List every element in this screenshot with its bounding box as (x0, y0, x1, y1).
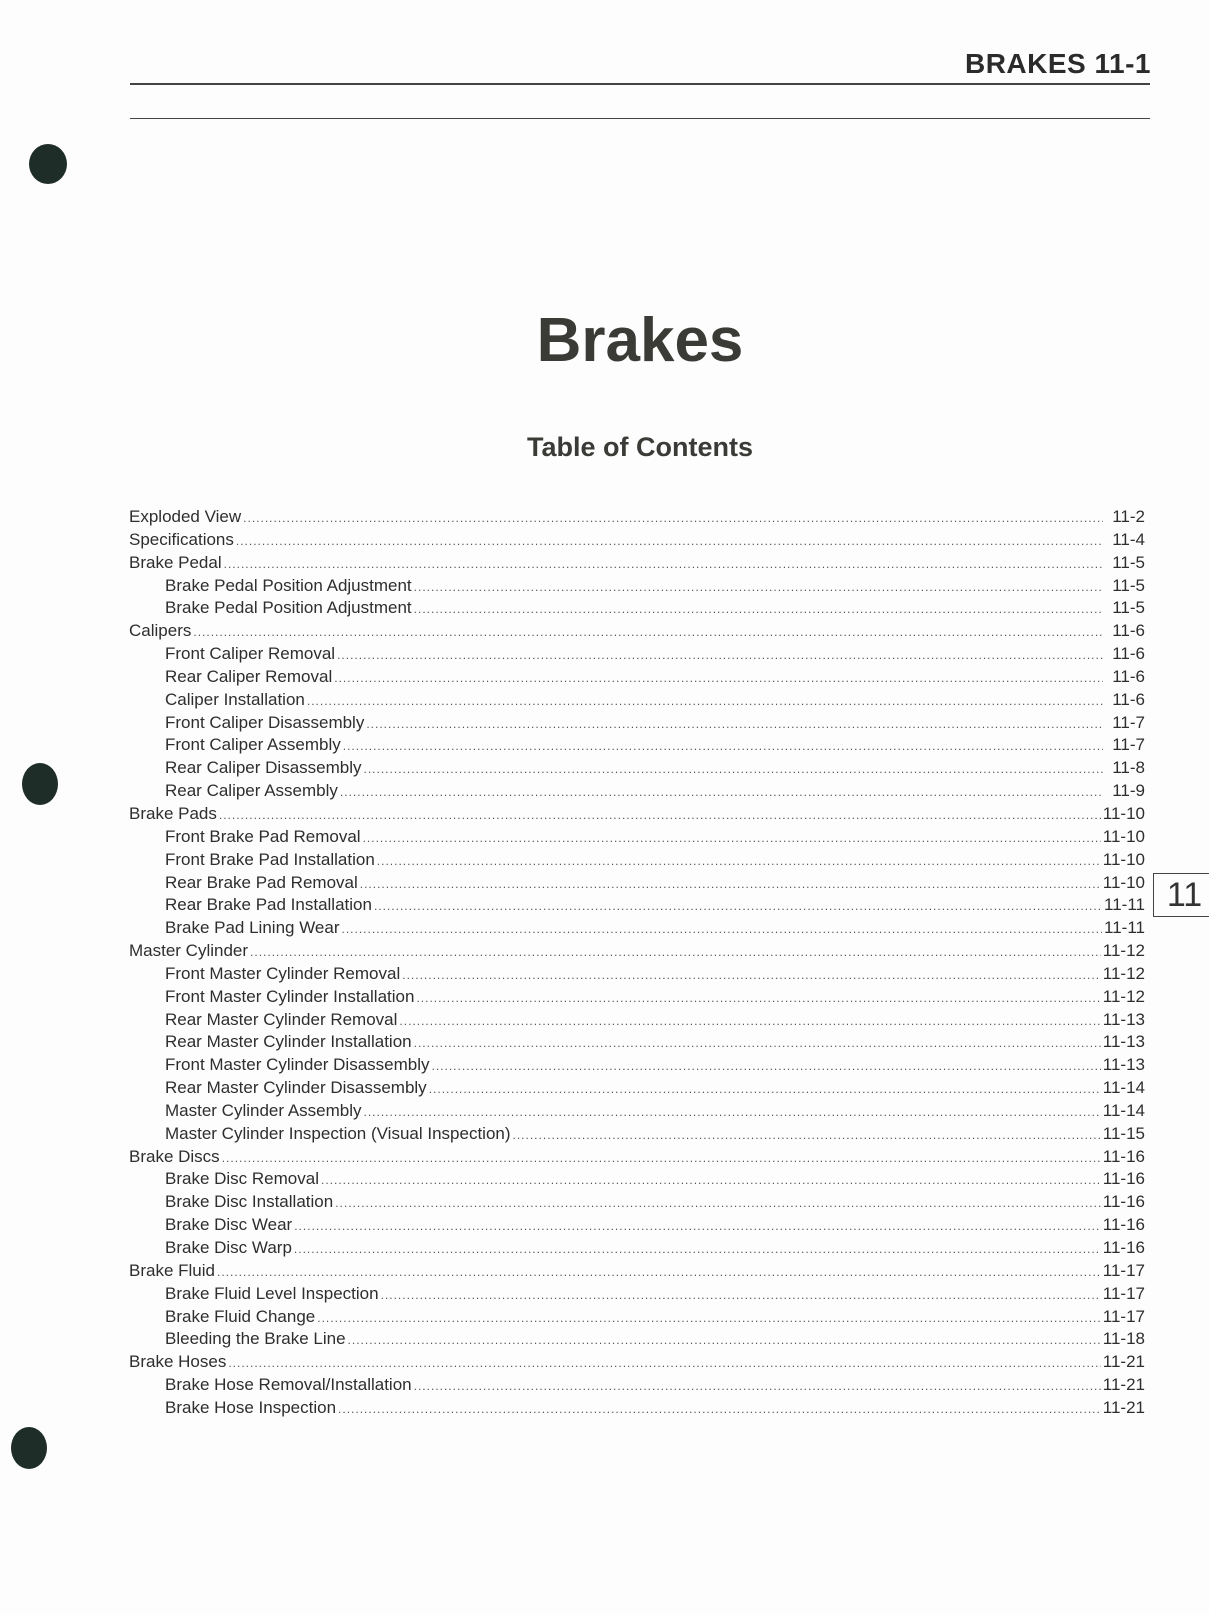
toc-entry-page: 11-13 (1102, 1032, 1145, 1052)
toc-leader-dots (228, 1356, 1100, 1370)
toc-entry-label: Front Master Cylinder Installation (165, 986, 415, 1006)
toc-leader-dots (432, 1059, 1101, 1073)
toc-leader-dots (414, 580, 1103, 594)
toc-leader-dots (364, 1105, 1101, 1119)
toc-leader-dots (342, 922, 1103, 936)
binder-hole-top (29, 144, 67, 184)
toc-entry-label: Rear Caliper Assembly (165, 781, 338, 801)
toc-entry[interactable] (129, 895, 1145, 918)
toc-entry-label: Calipers (129, 621, 192, 641)
toc-entry-page: 11-11 (1104, 918, 1145, 938)
toc-entry-label: Brake Fluid (129, 1260, 215, 1280)
page-header-title: BRAKES 11-1 (964, 48, 1151, 79)
toc-entry-label: Rear Caliper Removal (165, 666, 333, 686)
toc-entry-label: Brake Pedal (129, 552, 222, 572)
toc-leader-dots (414, 1036, 1101, 1050)
toc-entry[interactable] (129, 827, 1145, 850)
toc-entry[interactable] (129, 1124, 1145, 1147)
toc-entry-label: Brake Disc Warp (165, 1238, 292, 1257)
toc-entry-page: 11-6 (1112, 644, 1145, 664)
toc-entry[interactable] (129, 873, 1145, 896)
toc-entry-page: 11-7 (1112, 712, 1145, 732)
toc-entry-page: 11-16 (1102, 1146, 1145, 1166)
toc-entry[interactable] (129, 644, 1145, 667)
toc-entry[interactable] (129, 1398, 1145, 1421)
toc-entry-label: Brake Disc Wear (165, 1215, 293, 1235)
toc-entry[interactable] (129, 1032, 1145, 1055)
toc-leader-dots (414, 602, 1103, 616)
toc-entry-label: Brake Pedal Position Adjustment (165, 598, 412, 618)
binder-hole-middle (22, 763, 58, 805)
toc-entry-label: Brake Hose Removal/Installation (165, 1375, 412, 1395)
toc-entry-label: Rear Brake Pad Installation (165, 895, 372, 915)
toc-entry[interactable] (129, 918, 1145, 941)
toc-entry-label: Brake Disc Installation (165, 1192, 334, 1212)
toc-entry-page: 11-10 (1102, 803, 1145, 823)
header-rule-bottom (130, 118, 1150, 119)
toc-entry[interactable] (129, 1055, 1145, 1078)
toc-entry[interactable] (129, 1261, 1145, 1284)
toc-entry[interactable] (129, 1078, 1145, 1101)
toc-entry[interactable] (129, 1169, 1145, 1192)
toc-entry-page: 11-10 (1102, 872, 1145, 892)
toc-leader-dots (360, 877, 1101, 891)
toc-leader-dots (340, 785, 1103, 799)
toc-entry-label: Master Cylinder Assembly (165, 1100, 362, 1120)
toc-entry-label: Front Caliper Disassembly (165, 712, 365, 732)
toc-entry-page: 11-15 (1102, 1123, 1145, 1143)
toc-leader-dots (374, 899, 1102, 913)
toc-entry-label: Front Caliper Removal (165, 644, 336, 664)
toc-leader-dots (414, 1379, 1101, 1393)
toc-entry-label: Exploded View (129, 507, 242, 526)
toc-entry-label: Front Master Cylinder Removal (165, 963, 401, 983)
toc-leader-dots (513, 1128, 1101, 1142)
toc-entry[interactable] (129, 758, 1145, 781)
toc-entry[interactable] (129, 1284, 1145, 1307)
toc-leader-dots (224, 557, 1103, 571)
toc-entry-page: 11-16 (1102, 1238, 1145, 1257)
toc-leader-dots (348, 1333, 1101, 1347)
toc-leader-dots (236, 534, 1103, 548)
toc-entry-label: Brake Pad Lining Wear (165, 918, 340, 938)
toc-entry-label: Specifications (129, 529, 234, 549)
toc-entry-page: 11-16 (1102, 1169, 1145, 1189)
toc-entry-page: 11-7 (1112, 735, 1145, 755)
toc-entry-label: Master Cylinder Inspection (Visual Inspection) (165, 1123, 511, 1143)
toc-entry-label: Caliper Installation (165, 689, 305, 709)
toc-entry-page: 11-21 (1102, 1352, 1145, 1372)
toc-entry-label: Rear Caliper Disassembly (165, 758, 362, 778)
toc-leader-dots (402, 968, 1101, 982)
toc-entry-page: 11-13 (1102, 1009, 1145, 1029)
toc-entry-label: Rear Master Cylinder Disassembly (165, 1078, 427, 1098)
toc-entry[interactable] (129, 1329, 1145, 1352)
toc-entry-label: Bleeding the Brake Line (165, 1329, 346, 1349)
toc-leader-dots (363, 831, 1101, 845)
toc-leader-dots (294, 1219, 1101, 1233)
toc-entry-page: 11-5 (1112, 598, 1145, 618)
toc-entry[interactable] (129, 576, 1145, 599)
toc-leader-dots (338, 1402, 1101, 1416)
table-of-contents (129, 507, 1145, 1421)
toc-entry-page: 11-18 (1102, 1329, 1145, 1349)
toc-entry[interactable] (129, 964, 1145, 987)
chapter-title: Brakes (536, 306, 744, 375)
toc-entry-label: Master Cylinder (129, 941, 249, 961)
toc-entry-label: Brake Disc Removal (165, 1169, 319, 1189)
toc-leader-dots (377, 854, 1101, 868)
toc-leader-dots (321, 1173, 1101, 1187)
toc-leader-dots (222, 1151, 1101, 1165)
toc-entry-page: 11-5 (1112, 575, 1145, 595)
toc-entry-label: Front Brake Pad Removal (165, 826, 361, 846)
chapter-tab: 11 (1153, 873, 1209, 917)
toc-entry-page: 11-12 (1102, 941, 1145, 961)
toc-leader-dots (219, 808, 1101, 822)
toc-entry-page: 11-17 (1102, 1306, 1145, 1326)
toc-entry[interactable] (129, 804, 1145, 827)
toc-entry[interactable] (129, 621, 1145, 644)
toc-entry-label: Rear Master Cylinder Installation (165, 1032, 412, 1052)
toc-leader-dots (335, 1196, 1101, 1210)
toc-entry[interactable] (129, 690, 1145, 713)
toc-entry-label: Brake Fluid Change (165, 1306, 316, 1326)
toc-entry[interactable] (129, 553, 1145, 576)
binder-hole-bottom (11, 1427, 47, 1469)
toc-entry-page: 11-10 (1102, 849, 1145, 869)
toc-leader-dots (366, 717, 1103, 731)
toc-leader-dots (416, 991, 1100, 1005)
toc-entry-page: 11-8 (1112, 758, 1145, 778)
toc-leader-dots (334, 671, 1103, 685)
toc-entry-label: Brake Pedal Position Adjustment (165, 575, 412, 595)
header-rule-top (130, 83, 1150, 85)
toc-entry-label: Brake Hoses (129, 1352, 227, 1372)
toc-entry-label: Front Master Cylinder Disassembly (165, 1055, 430, 1075)
toc-entry-page: 11-17 (1102, 1260, 1145, 1280)
toc-entry-page: 11-13 (1102, 1055, 1145, 1075)
toc-entry-page: 11-10 (1102, 826, 1145, 846)
toc-entry-page: 11-16 (1102, 1215, 1145, 1235)
toc-entry[interactable] (129, 941, 1145, 964)
toc-entry-page: 11-6 (1112, 689, 1145, 709)
toc-entry[interactable] (129, 1010, 1145, 1033)
toc-entry[interactable] (129, 1375, 1145, 1398)
toc-entry-page: 11-4 (1112, 529, 1145, 549)
toc-entry[interactable] (129, 1147, 1145, 1170)
toc-entry-page: 11-5 (1112, 552, 1145, 572)
toc-entry-page: 11-21 (1102, 1375, 1145, 1395)
toc-entry[interactable] (129, 598, 1145, 621)
toc-entry-page: 11-12 (1102, 986, 1145, 1006)
toc-entry-label: Front Brake Pad Installation (165, 849, 375, 869)
toc-entry[interactable] (129, 1352, 1145, 1375)
toc-leader-dots (337, 648, 1103, 662)
toc-leader-dots (217, 1265, 1101, 1279)
toc-entry[interactable] (129, 1101, 1145, 1124)
toc-entry[interactable] (129, 507, 1145, 530)
toc-entry-page: 11-9 (1112, 781, 1145, 801)
toc-entry-page: 11-14 (1102, 1100, 1145, 1120)
toc-entry-label: Rear Master Cylinder Removal (165, 1009, 398, 1029)
toc-entry[interactable] (129, 850, 1145, 873)
toc-entry-page: 11-6 (1112, 666, 1145, 686)
toc-leader-dots (381, 1288, 1101, 1302)
toc-entry-page: 11-17 (1102, 1283, 1145, 1303)
toc-entry[interactable] (129, 1238, 1145, 1261)
toc-leader-dots (429, 1082, 1101, 1096)
toc-entry-label: Brake Pads (129, 803, 217, 823)
toc-entry-page: 11-2 (1112, 507, 1145, 526)
toc-leader-dots (399, 1014, 1100, 1028)
toc-entry[interactable] (129, 987, 1145, 1010)
toc-entry-page: 11-11 (1104, 895, 1145, 915)
toc-leader-dots (343, 739, 1103, 753)
toc-entry-label: Brake Fluid Level Inspection (165, 1283, 379, 1303)
toc-entry[interactable] (129, 1307, 1145, 1330)
toc-entry[interactable] (129, 530, 1145, 553)
toc-entry-label: Brake Discs (129, 1146, 220, 1166)
toc-entry[interactable] (129, 667, 1145, 690)
toc-entry-page: 11-14 (1102, 1078, 1145, 1098)
toc-entry[interactable] (129, 713, 1145, 736)
toc-entry[interactable] (129, 735, 1145, 758)
toc-entry-page: 11-12 (1102, 963, 1145, 983)
toc-entry-label: Brake Hose Inspection (165, 1397, 337, 1417)
toc-leader-dots (307, 694, 1103, 708)
toc-heading: Table of Contents (527, 432, 753, 462)
toc-entry-page: 11-16 (1102, 1192, 1145, 1212)
toc-leader-dots (317, 1311, 1101, 1325)
toc-entry-label: Front Caliper Assembly (165, 735, 341, 755)
toc-leader-dots (243, 511, 1103, 525)
toc-entry-label: Rear Brake Pad Removal (165, 872, 358, 892)
toc-entry[interactable] (129, 781, 1145, 804)
toc-entry[interactable] (129, 1215, 1145, 1238)
toc-entry-page: 11-6 (1112, 621, 1145, 641)
toc-leader-dots (364, 762, 1103, 776)
toc-entry-page: 11-21 (1102, 1397, 1145, 1417)
toc-leader-dots (294, 1242, 1101, 1256)
toc-leader-dots (193, 625, 1103, 639)
toc-entry[interactable] (129, 1192, 1145, 1215)
toc-leader-dots (250, 945, 1101, 959)
